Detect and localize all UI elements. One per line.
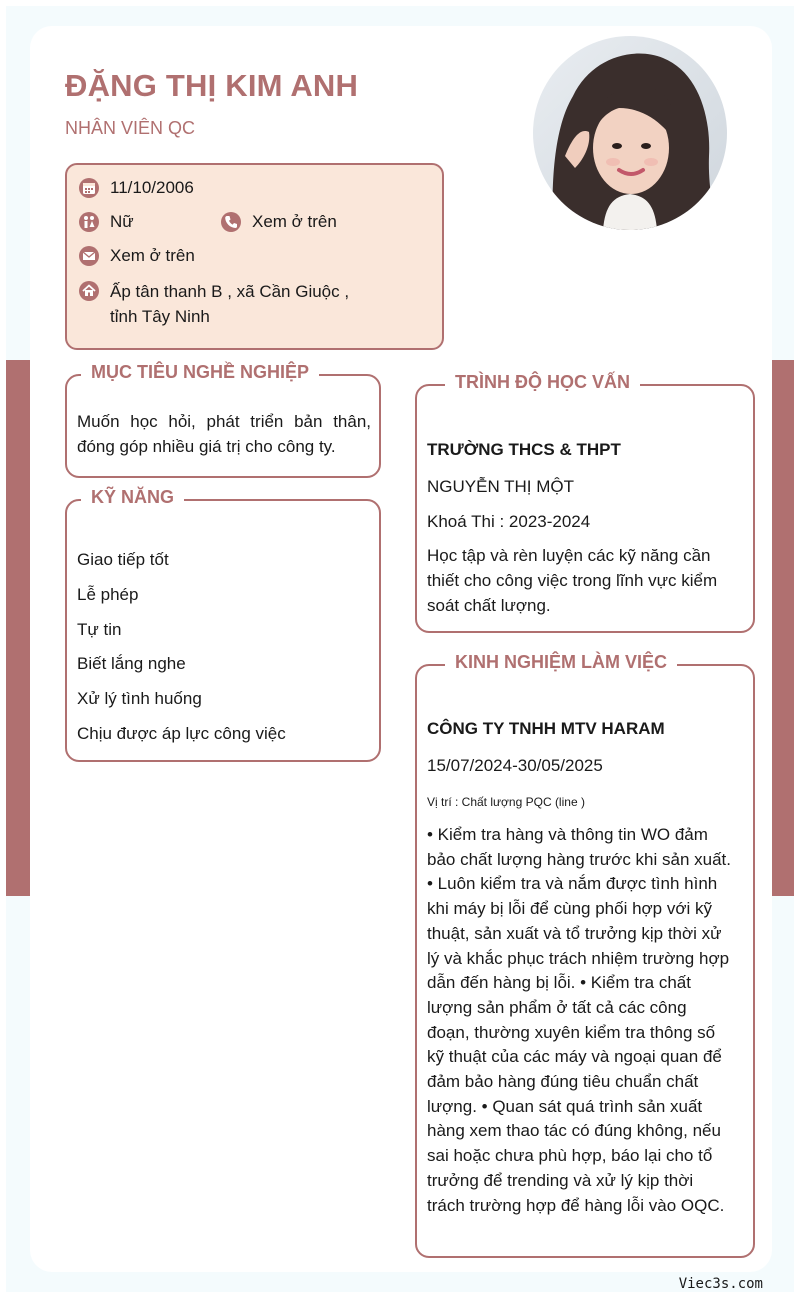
gender-icon — [78, 211, 100, 233]
phone-value: Xem ở trên — [252, 212, 337, 231]
skill-item: Chịu được áp lực công việc — [77, 724, 286, 743]
education-period: Khoá Thi : 2023-2024 — [427, 512, 591, 531]
skills-title: KỸ NĂNG — [81, 487, 184, 508]
email-icon — [78, 245, 100, 267]
accent-band-right — [772, 360, 794, 896]
skill-item: Xử lý tình huống — [77, 689, 202, 708]
education-description: Học tập và rèn luyện các kỹ năng cần thiết cho công việc trong lĩnh vực kiểm soát chất lượng. — [427, 546, 718, 615]
education-title: TRÌNH ĐỘ HỌC VẤN — [445, 372, 640, 393]
objective-text: Muốn học hỏi, phát triển bản thân, đóng góp nhiều giá trị cho công ty. — [77, 412, 371, 456]
objective-title: MỤC TIÊU NGHỀ NGHIỆP — [81, 362, 319, 383]
phone-icon — [220, 211, 242, 233]
skill-item: Biết lắng nghe — [77, 654, 186, 673]
experience-company: CÔNG TY TNHH MTV HARAM — [427, 719, 665, 738]
experience-section — [415, 652, 755, 1258]
experience-description: • Kiểm tra hàng và thông tin WO đảm bảo chất lượng hàng trước khi sản xuất. • Luôn kiểm tra và nắm được tình hình khi máy bị lỗi để cùng phối hợp với kỹ thuật, sản xuất và tổ trưởng kịp thời xử lý và khắc phục trách nhiệm trường hợp dẫn đến hàng bị lỗi. • Kiểm tra chất lượng sản phẩm ở tất cả các công đoạn, thường xuyên kiểm tra thông số kỹ thuật của các máy và ngoại quan để đảm bảo hàng đúng tiêu chuẩn chất lượng. • Quan sát quá trình sản xuất hàng xem thao tác có đúng không, nếu sai hoặc chưa phù hợp, báo lại cho tổ trưởng để trending và xử lý kịp thời trách trường hợp để hàng lỗi vào OQC. — [427, 825, 731, 1215]
accent-band-left — [6, 360, 30, 896]
footer-brand: Viec3s.com — [678, 1276, 763, 1292]
email-row — [78, 245, 195, 267]
experience-position: Vị trí : Chất lượng PQC (line ) — [427, 795, 585, 809]
skill-item: Lễ phép — [77, 585, 139, 604]
email-value: Xem ở trên — [110, 246, 195, 265]
education-school-name: NGUYỄN THỊ MỘT — [427, 477, 575, 496]
objective-section — [65, 362, 381, 478]
phone-row — [220, 211, 337, 233]
home-icon — [78, 280, 100, 302]
experience-title: KINH NGHIỆM LÀM VIỆC — [445, 652, 677, 673]
calendar-icon — [78, 177, 100, 199]
skills-section — [65, 487, 381, 762]
birthday-row — [78, 177, 194, 199]
birthday-value: 11/10/2006 — [110, 178, 194, 197]
education-school: TRƯỜNG THCS & THPT — [427, 440, 621, 459]
experience-period: 15/07/2024-30/05/2025 — [427, 756, 603, 775]
candidate-name: ĐẶNG THỊ KIM ANH — [65, 68, 359, 103]
skill-item: Giao tiếp tốt — [77, 550, 169, 569]
gender-value: Nữ — [110, 212, 134, 231]
job-title: NHÂN VIÊN QC — [65, 118, 196, 138]
gender-row — [78, 211, 134, 233]
address-row — [78, 279, 378, 329]
skill-item: Tự tin — [77, 620, 122, 639]
avatar — [533, 36, 727, 230]
address-value: Ấp tân thanh B , xã Cần Giuộc , tỉnh Tây Ninh — [110, 282, 350, 326]
contact-box — [65, 163, 444, 350]
education-section — [415, 372, 755, 633]
